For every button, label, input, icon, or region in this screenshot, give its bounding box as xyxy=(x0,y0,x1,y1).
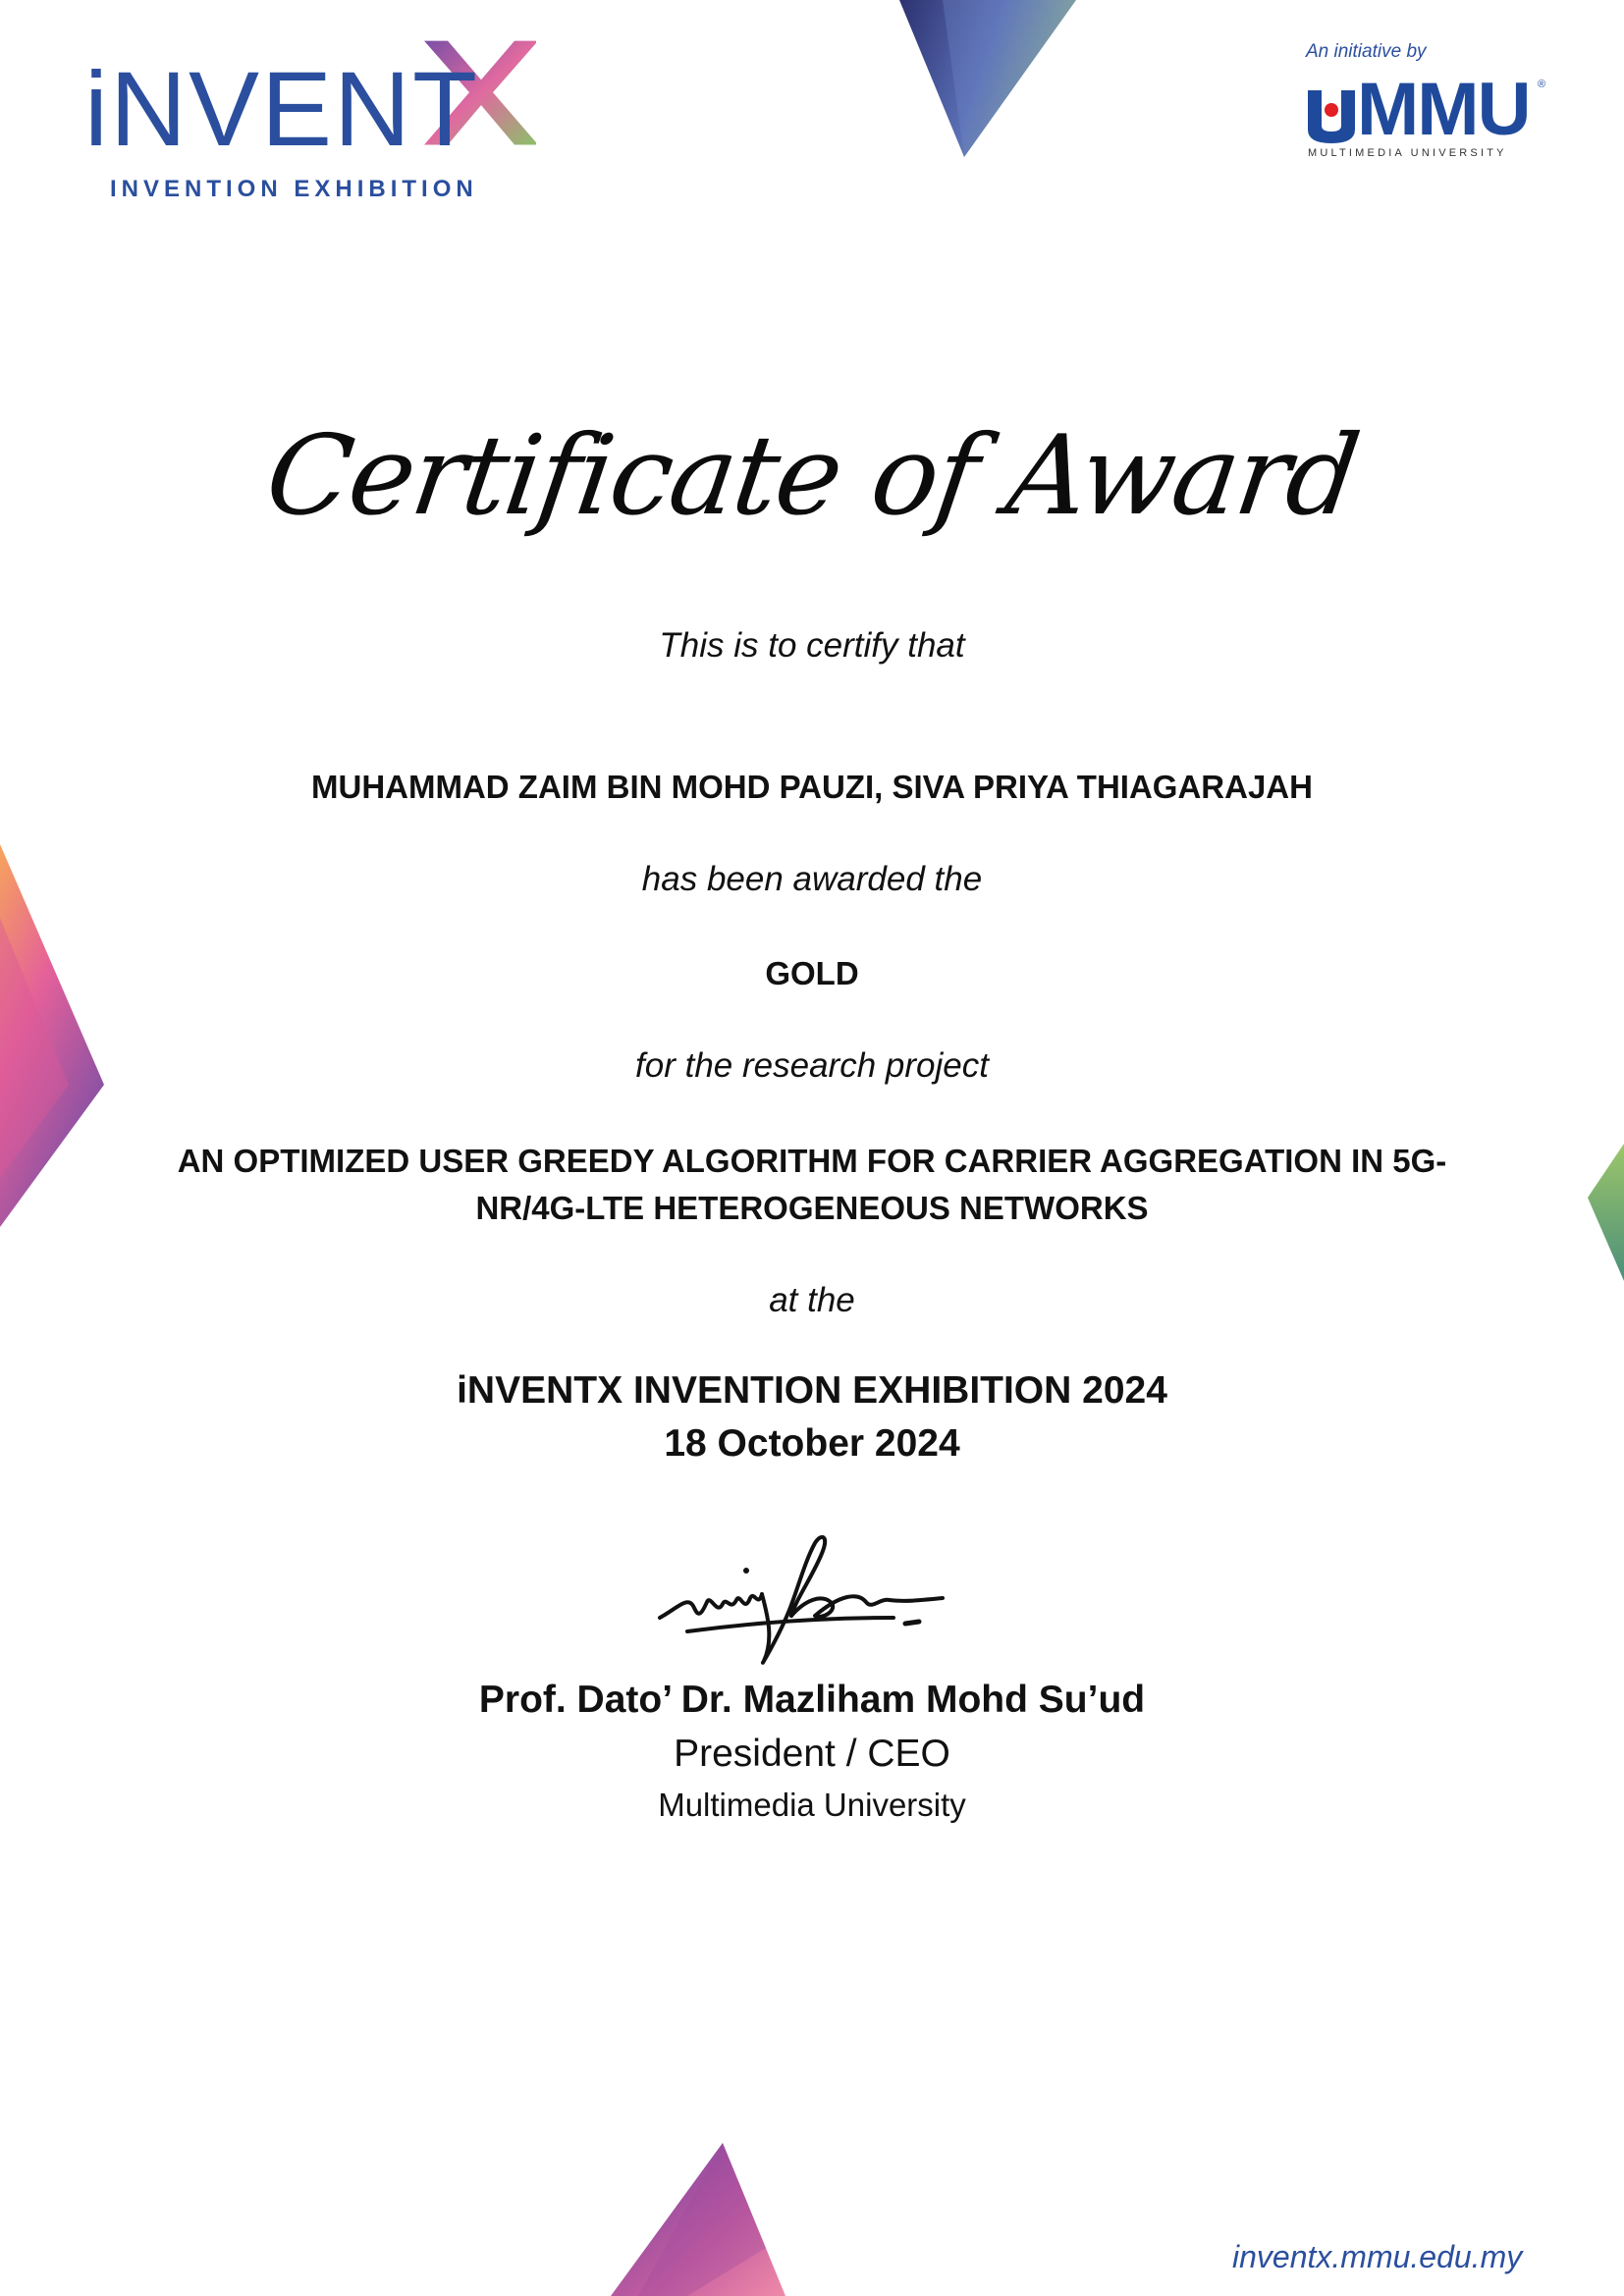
project-title-line2: NR/4G-LTE HETEROGENEOUS NETWORKS xyxy=(475,1190,1149,1226)
recipients: MUHAMMAD ZAIM BIN MOHD PAUZI, SIVA PRIYA THIAGARAJAH xyxy=(311,769,1313,805)
event-name: iNVENTX INVENTION EXHIBITION 2024 xyxy=(457,1369,1167,1412)
top-triangle xyxy=(899,0,1076,157)
event-intro: at the xyxy=(769,1281,855,1319)
inventx-subtitle: INVENTION EXHIBITION xyxy=(110,176,478,202)
website-url[interactable]: inventx.mmu.edu.my xyxy=(1232,2239,1523,2274)
award-level: GOLD xyxy=(765,955,859,991)
project-title-line1: AN OPTIMIZED USER GREEDY ALGORITHM FOR CARRIER AGGREGATION IN 5G- xyxy=(177,1143,1447,1179)
signatory-role: President / CEO xyxy=(674,1733,950,1775)
bottom-triangle xyxy=(611,2143,785,2296)
mmu-wordmark: MMU xyxy=(1357,68,1530,151)
event-date: 18 October 2024 xyxy=(664,1422,960,1465)
certificate-title: Certificate of Award xyxy=(258,412,1366,540)
registered-mark: ® xyxy=(1538,79,1546,90)
awarded-text: has been awarded the xyxy=(641,860,983,898)
initiative-label: An initiative by xyxy=(1306,41,1427,62)
mmu-emblem-icon xyxy=(1306,86,1359,145)
signatory-name: Prof. Dato’ Dr. Mazliham Mohd Su’ud xyxy=(478,1679,1146,1721)
inventx-wordmark: iNVENT xyxy=(84,49,480,168)
intro-text: This is to certify that xyxy=(659,626,965,665)
inventx-logo xyxy=(84,39,536,202)
mmu-logo xyxy=(1306,68,1551,167)
mmu-subtitle: MULTIMEDIA UNIVERSITY xyxy=(1308,147,1507,159)
signature-image xyxy=(648,1522,982,1669)
signatory-organization: Multimedia University xyxy=(658,1787,966,1823)
project-intro: for the research project xyxy=(635,1046,989,1085)
